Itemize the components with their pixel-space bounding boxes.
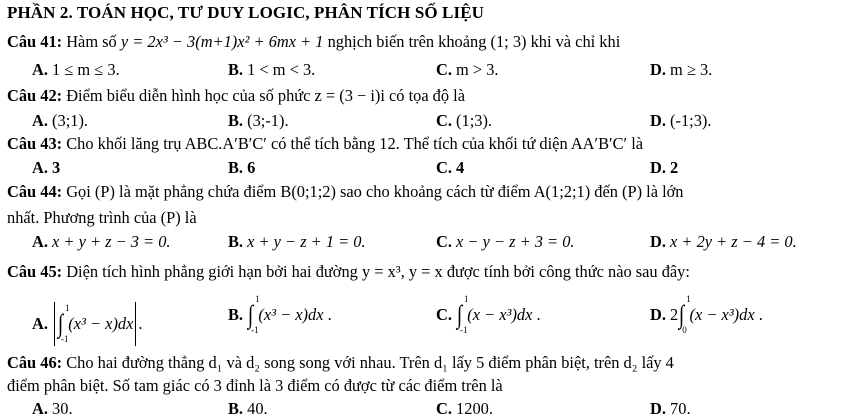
section-title: PHẦN 2. TOÁN HỌC, TƯ DUY LOGIC, PHÂN TÍCH SỐ LIỆU — [7, 3, 485, 22]
option-d[interactable]: D. 70. — [650, 399, 691, 418]
option-c[interactable]: C. (1;3). — [436, 111, 493, 130]
option-a[interactable]: A. 1 ≤ m ≤ 3. — [32, 60, 120, 79]
option-b[interactable]: B. 1 < m < 3. — [228, 60, 316, 79]
question-text: Điểm biểu diễn hình học của số phức z = (3 − i)i có tọa độ là — [66, 86, 466, 105]
option-c[interactable]: C. x − y − z + 3 = 0. — [436, 232, 575, 251]
option-c[interactable]: C. 4 — [436, 158, 465, 177]
abs-bar-left — [54, 302, 55, 346]
abs-bar-right — [135, 302, 136, 346]
option-d[interactable]: D. (-1;3). — [650, 111, 712, 130]
option-c[interactable]: C. m > 3. — [436, 60, 499, 79]
question-text: Hàm số — [66, 32, 117, 51]
option-d[interactable]: D. 2 — [650, 158, 679, 177]
question-label: Câu 41: — [7, 32, 63, 51]
option-a[interactable]: A. 30. — [32, 399, 73, 418]
integral-sign: ∫ 1 -1 — [456, 294, 469, 335]
question-44-line2: nhất. Phương trình của (P) là — [7, 208, 197, 227]
question-44 — [7, 182, 683, 202]
option-c[interactable]: C. 1200. — [436, 399, 493, 418]
question-label: Câu 42: — [7, 86, 63, 105]
option-b[interactable]: B. x + y − z + 1 = 0. — [228, 232, 366, 251]
question-text: nghịch biến trên khoảng (1; 3) khi và chỉ khi — [327, 32, 621, 51]
option-a[interactable]: A. x + y + z − 3 = 0. — [32, 232, 171, 251]
integral-sign: ∫ 1 -1 — [57, 303, 70, 344]
question-46-line2: điểm phân biệt. Số tam giác có 3 đỉnh là 3 điểm có được từ các điểm trên là — [7, 376, 503, 395]
question-46 — [7, 353, 674, 373]
option-d[interactable]: D. m ≥ 3. — [650, 60, 713, 79]
option-b[interactable]: B. (3;-1). — [228, 111, 289, 130]
question-41 — [7, 32, 620, 52]
option-b[interactable]: B. ∫ 1 -1 (x³ − x)dx . — [228, 294, 332, 335]
option-c[interactable]: C. ∫ 1 -1 (x − x³)dx . — [436, 294, 541, 335]
question-text: Diện tích hình phẳng giới hạn bởi hai đường y = x³, y = x được tính bởi công thức nào sau đây: — [66, 262, 690, 281]
question-label: Câu 45: — [7, 262, 63, 281]
question-text: Gọi (P) là mặt phẳng chứa điểm B(0;1;2) sao cho khoảng cách từ điểm A(1;2;1) đến (P) là lớn — [66, 182, 684, 201]
question-text: Cho hai đường thẳng d₁ và d₂ song song với nhau. Trên d₁ lấy 5 điểm phân biệt, trên d₂ lấy 4 — [66, 353, 674, 372]
option-d[interactable]: D. x + 2y + z − 4 = 0. — [650, 232, 797, 251]
integral-sign: ∫ 1 0 — [679, 294, 691, 335]
question-label: Câu 43: — [7, 134, 63, 153]
integral-sign: ∫ 1 -1 — [248, 294, 260, 335]
question-label: Câu 44: — [7, 182, 63, 201]
option-a[interactable]: A. (3;1). — [32, 111, 89, 130]
question-42 — [7, 86, 465, 106]
option-b[interactable]: B. 40. — [228, 399, 268, 418]
question-43 — [7, 134, 643, 154]
options-45 — [4, 294, 844, 350]
option-a[interactable]: A. ∫ 1 -1 (x³ − x)dx . — [32, 303, 143, 344]
question-45 — [7, 262, 690, 282]
question-label: Câu 46: — [7, 353, 63, 372]
question-text: Cho khối lăng trụ ABC.A′B′C′ có thể tích bằng 12. Thể tích của khối tứ diện AA′B′C′ là — [66, 134, 644, 153]
option-b[interactable]: B. 6 — [228, 158, 256, 177]
formula: y = 2x³ − 3(m+1)x² + 6mx + 1 — [120, 32, 324, 51]
option-d[interactable]: D. 2∫ 1 0 (x − x³)dx . — [650, 294, 763, 335]
option-a[interactable]: A. 3 — [32, 158, 61, 177]
